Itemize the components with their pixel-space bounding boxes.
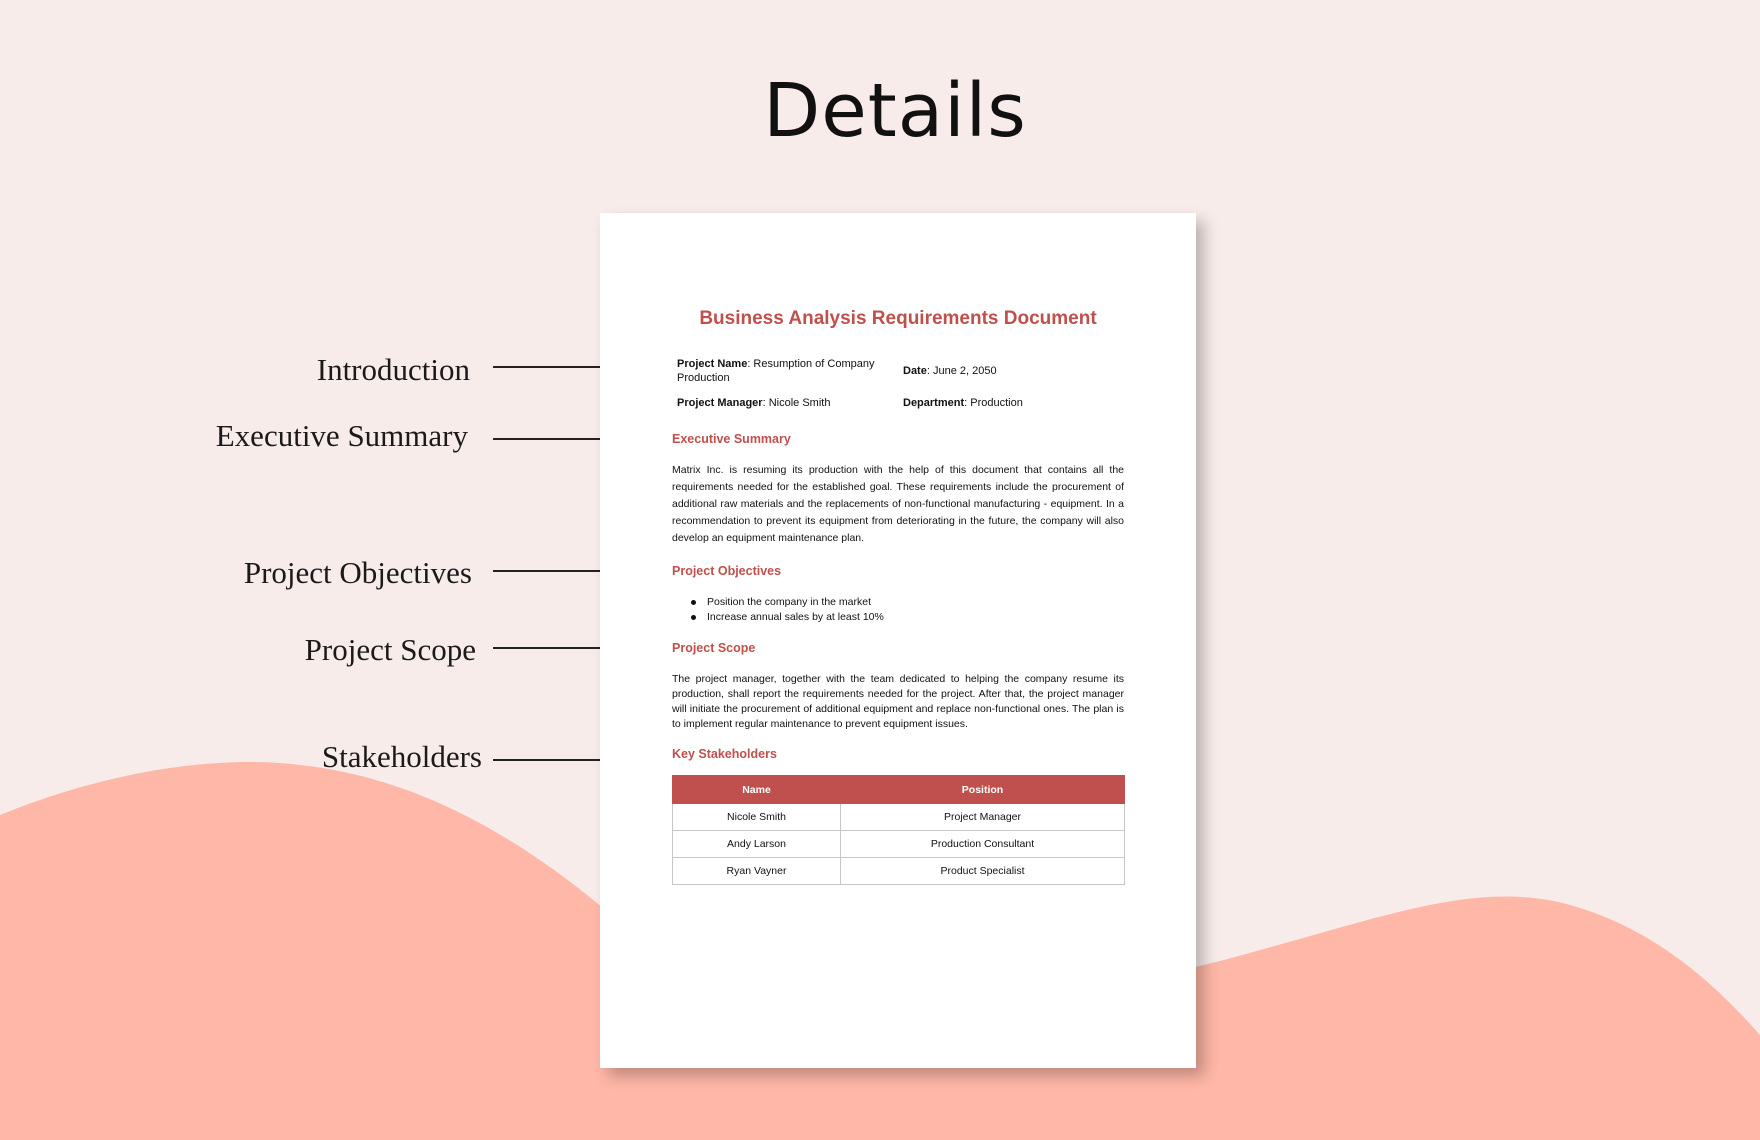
callout-project-scope — [200, 630, 476, 670]
date-value: : June 2, 2050 — [926, 365, 997, 377]
department-field — [903, 396, 1103, 410]
table-cell: Project Manager — [841, 804, 1125, 831]
project-name-field — [677, 357, 887, 385]
list-item — [690, 610, 884, 625]
table-cell: Product Specialist — [841, 858, 1125, 885]
bullet-icon — [691, 615, 696, 620]
callout-label: Executive Summary — [215, 418, 468, 453]
document-page — [600, 213, 1196, 1068]
key-stakeholders-heading: Key Stakeholders — [672, 747, 777, 761]
table-row — [673, 858, 1125, 885]
bullet-icon — [691, 600, 696, 605]
executive-summary-text: Matrix Inc. is resuming its production with the help of this document that contains all the requirements needed for the established goal. These requirements include the procurement of additional raw materials and the replacements of non-functional manufacturing - equipment. In a recommendation to prevent its equipment from deteriorating in the future, the company will also develop an equipment maintenance plan. — [672, 464, 1124, 544]
date-field — [903, 364, 1103, 378]
project-manager-value: : Nicole Smith — [762, 397, 831, 409]
table-row — [673, 804, 1125, 831]
callout-project-objectives — [200, 553, 472, 593]
column-header-name: Name — [673, 776, 841, 804]
callout-label: Stakeholders — [321, 739, 482, 774]
table-cell: Andy Larson — [673, 831, 841, 858]
department-value: : Production — [964, 397, 1023, 409]
page-title: Details — [763, 68, 1027, 154]
executive-summary-heading: Executive Summary — [672, 432, 791, 446]
project-scope-heading: Project Scope — [672, 641, 756, 655]
column-header-position: Position — [841, 776, 1125, 804]
project-name-label: Project Name — [677, 358, 748, 370]
department-label: Department — [903, 397, 965, 409]
project-manager-label: Project Manager — [677, 397, 763, 409]
table-cell: Ryan Vayner — [673, 858, 841, 885]
table-cell: Nicole Smith — [673, 804, 841, 831]
callout-label: Project Scope — [304, 632, 476, 667]
document-title: Business Analysis Requirements Document — [699, 308, 1097, 329]
stakeholders-table — [672, 775, 1125, 885]
callout-executive-summary — [200, 416, 468, 456]
date-label: Date — [903, 365, 927, 377]
table-row — [673, 831, 1125, 858]
objectives-list — [690, 595, 884, 625]
objective-text: Increase annual sales by at least 10% — [707, 611, 884, 623]
project-scope-text: The project manager, together with the team dedicated to helping the company resume its production, shall report the requirements needed for the project. After that, the project manager will initiate the procurement of additional equipment and replace non-functional ones. The plan is to implement regular maintenance to prevent equipment issues. — [672, 673, 1124, 730]
callout-stakeholders — [200, 737, 482, 777]
table-header-row — [673, 776, 1125, 804]
list-item — [690, 595, 884, 610]
project-manager-field — [677, 396, 887, 410]
callout-label: Introduction — [316, 352, 470, 387]
callout-introduction — [200, 350, 470, 390]
objective-text: Position the company in the market — [707, 596, 872, 608]
table-cell: Production Consultant — [841, 831, 1125, 858]
callout-label: Project Objectives — [243, 555, 472, 590]
project-name-value: : Resumption of Company Production — [677, 358, 875, 384]
project-objectives-heading: Project Objectives — [672, 564, 782, 578]
